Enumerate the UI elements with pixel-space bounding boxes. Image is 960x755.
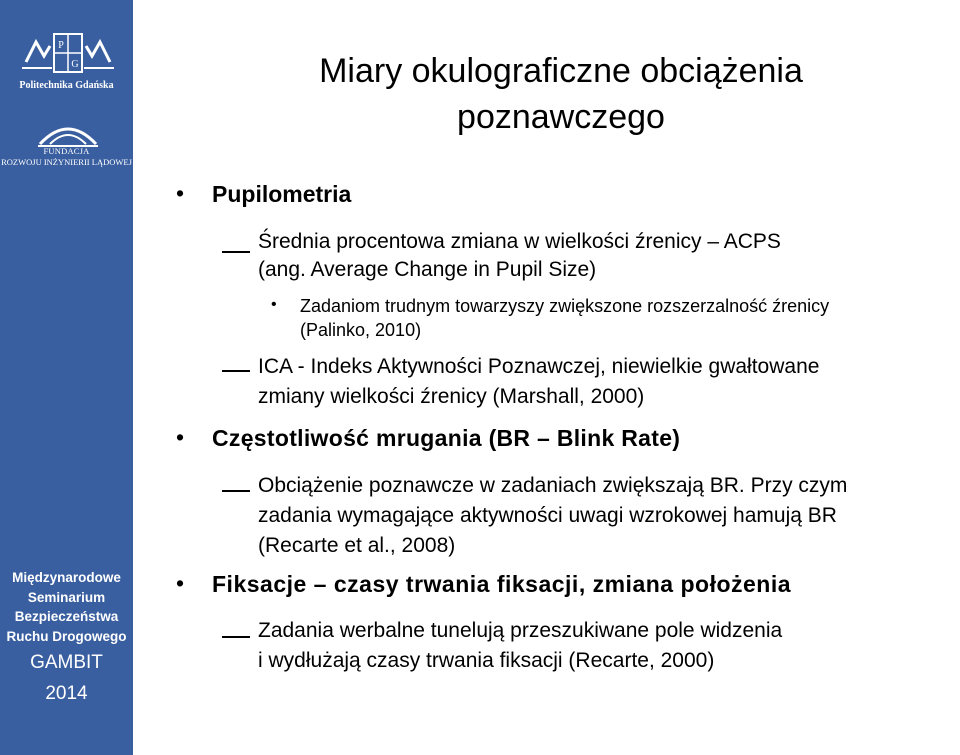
sidebar	[0, 0, 133, 755]
seminar-line: Ruchu Drogowego	[6, 628, 127, 644]
sub-sub-text: Zadaniom trudnym towarzyszy zwiększone rozszerzalność źrenicy	[300, 296, 830, 316]
bullet-icon: •	[176, 180, 185, 206]
sub-text: Obciążenie poznawcze w zadaniach zwiększają BR. Przy czym	[258, 474, 848, 497]
svg-text:G: G	[71, 59, 79, 70]
event-name: GAMBIT	[30, 652, 103, 673]
bullet-text: Pupilometria	[212, 181, 352, 207]
sub-text: Zadania werbalne tunelują przeszukiwane pole widzenia	[258, 619, 783, 642]
university-name: Politechnika Gdańska	[19, 80, 114, 91]
sub-text: (ang. Average Change in Pupil Size)	[258, 258, 597, 281]
seminar-line: Seminarium	[27, 589, 106, 605]
event-year: 2014	[45, 683, 88, 704]
svg-text:P: P	[58, 40, 64, 51]
sub-text: zadania wymagające aktywności uwagi wzrokowej hamują BR	[258, 504, 837, 527]
sub-text: i wydłużają czasy trwania fiksacji (Recarte, 2000)	[258, 649, 715, 672]
seminar-line: Bezpieczeństwa	[14, 609, 119, 624]
foundation-logo-icon	[36, 120, 100, 148]
dash-icon	[222, 636, 250, 638]
title-line: Miary okulograficzne obciążenia	[319, 52, 803, 90]
bullet-icon: •	[176, 570, 185, 596]
dash-icon	[222, 370, 250, 372]
sub-sub-text: (Palinko, 2010)	[300, 320, 422, 340]
bullet-icon: •	[271, 296, 277, 313]
dash-icon	[222, 251, 250, 253]
sub-text: (Recarte et al., 2008)	[258, 534, 456, 557]
foundation-subtitle: ROZWOJU INŻYNIERII LĄDOWEJ	[1, 157, 132, 167]
dash-icon	[222, 490, 250, 492]
seminar-name	[0, 568, 133, 646]
slide-title	[210, 48, 912, 140]
bullet-text: Fiksacje – czasy trwania fiksacji, zmiana położenia	[212, 571, 792, 597]
seminar-line: Międzynarodowe	[12, 570, 121, 585]
bullet-text: Częstotliwość mrugania (BR – Blink Rate)	[212, 425, 681, 451]
title-line: poznawczego	[457, 98, 665, 136]
foundation-name: FUNDACJA	[43, 146, 90, 156]
bullet-icon: •	[176, 424, 185, 450]
sub-text: ICA - Indeks Aktywności Poznawczej, niewielkie gwałtowane	[258, 355, 820, 378]
sub-text: Średnia procentowa zmiana w wielkości źrenicy – ACPS	[258, 230, 781, 253]
sub-text: zmiany wielkości źrenicy (Marshall, 2000)	[258, 385, 645, 408]
